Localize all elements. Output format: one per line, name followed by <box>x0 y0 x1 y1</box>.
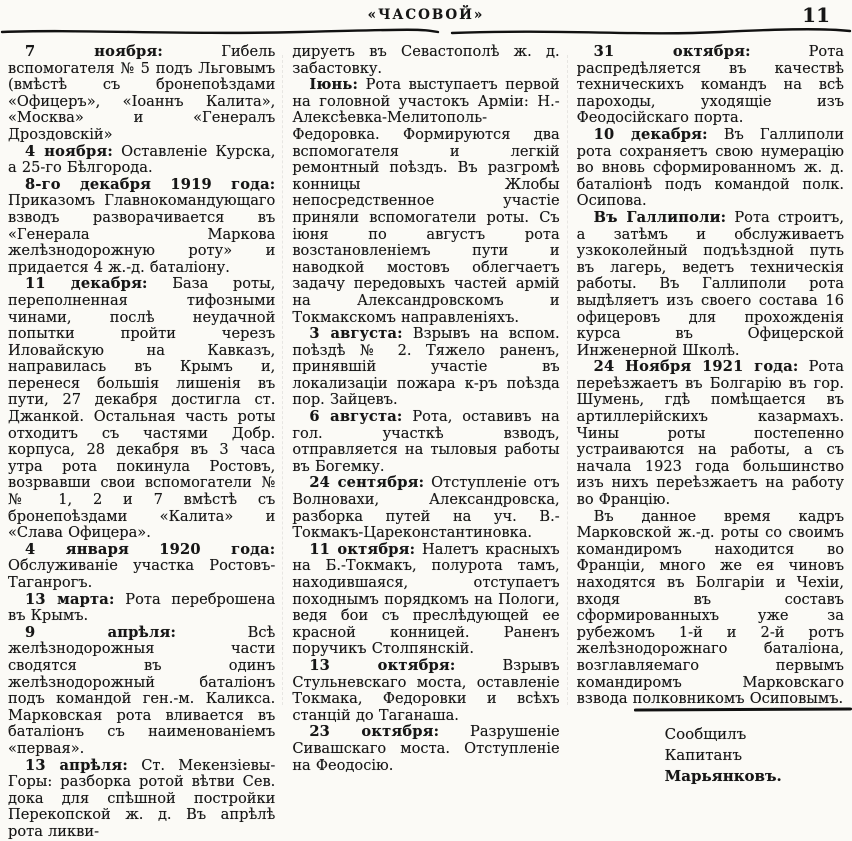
column-3 <box>576 43 844 785</box>
entry-paragraph: 11 декабря: База роты, переполненная тифозными чинами, послѣ неудачной попытки пройти черезъ Иловайскую на Кавказъ, направилась въ Крымъ и, перенеся большія лишенія въ пути, 27 декабря достигла ст. Джанкой. Остальная часть роты отходитъ съ частями Добр. корпуса, 28 декабря въ 3 часа утра рота покинула Ростовъ, возрвавши свои вспомогатели №№ 1, 2 и 7 вмѣстѣ съ бронепоѣздами «Калита» и «Слава Офицера». <box>8 275 276 542</box>
entry-date: 4 января 1920 года: <box>25 540 276 558</box>
signature-name: Марьянковъ. <box>664 766 782 785</box>
entry-paragraph: 23 октября: Разрушеніе Сивашскаго моста. Отступленіе на Феодосію. <box>292 723 560 774</box>
entry-paragraph: 13 апрѣля: Ст. Мекензіевы-Горы: разборка ротой вѣтви Сев. дока для спѣшной постройки Перекопской ж. д. Въ апрѣлѣ рота ликви- <box>8 756 276 840</box>
entry-paragraph: дируетъ въ Севастополѣ ж. д. забастовку. <box>292 43 560 77</box>
entry-paragraph: Въ данное время кадръ Марковской ж.-д. роты со своимъ командиромъ находится во Франціи, много же ея чиновъ находятся въ Болгаріи и Чехіи, входя въ составъ сформированныхъ уже за рубежомъ 1-й и 2-й ротъ желѣзнодорожнаго баталіона, возглавляемаго первымъ командиромъ Марковскаго взвода полковникомъ Осиповымъ. <box>576 507 844 708</box>
journal-title: «ЧАСОВОЙ» <box>367 7 485 23</box>
entry-date: 6 августа: <box>309 408 403 426</box>
entry-date: 3 августа: <box>309 325 403 343</box>
entry-paragraph: Іюнь: Рота выступаетъ первой на головной участокъ Арміи: Н.-Алексѣевка-Мелитополь-Федоровка. Формируются два вспомогателя и легкій ремонтный поѣздъ. Въ разгромѣ конницы Жлобы непосредственное участіе приняли вспомогатели роты. Съ іюня по августъ рота возстановленіемъ пути и наводкой мостовъ облегчаетъ задачу передовыхъ частей армій на Александровскомъ и Токмакскомъ направленіяхъ. <box>292 76 560 326</box>
entry-date: 13 марта: <box>25 590 115 608</box>
text-columns <box>8 43 844 840</box>
entry-paragraph: Въ Галлиполи: Рота строитъ, а затѣмъ и обслуживаетъ узкоколейный подъѣздной путь въ лагерь, ведетъ техническія работы. Въ Галлиполи рота выдѣляетъ изъ своего состава 16 офицеровъ для прохожденія курса въ Офицерской Инженерной Школѣ. <box>576 208 844 359</box>
page-number: 11 <box>802 3 830 27</box>
entry-date: 11 октября: <box>309 540 416 558</box>
header-rule <box>0 26 852 38</box>
entry-paragraph: 13 октября: Взрывъ Стульневскаго моста, оставленіе Токмака, Федоровки и всѣхъ станцій до Таганаша. <box>292 656 560 724</box>
entry-paragraph: 8-го декабря 1919 года: Приказомъ Главнокомандующаго взводъ разворачивается въ «Генерала Маркова желѣзнодорожную роту» и придается 4 ж.-д. баталіону. <box>8 175 276 276</box>
entry-paragraph: 24 Ноября 1921 года: Рота переѣзжаетъ въ Болгарію въ гор. Шумень, гдѣ помѣщается въ артиллерійскихъ казармахъ. Чины роты постепенно устраиваются на работы, а съ начала 1923 года большинство изъ нихъ переѣзжаетъ на работу во Францію. <box>576 358 844 509</box>
entry-paragraph: 31 октября: Рота распредѣляется въ качествѣ техническихъ командъ на всѣ пароходы, уходящіе изъ Феодосійскаго порта. <box>576 43 844 127</box>
entry-paragraph: 13 марта: Рота переброшена въ Крымъ. <box>8 590 276 625</box>
entry-paragraph: 4 ноября: Оставленіе Курска, а 25-го Бѣлгорода. <box>8 142 276 177</box>
entry-date: 9 апрѣля: <box>25 623 177 641</box>
entry-paragraph: 4 января 1920 года: Обслуживаніе участка Ростовъ-Таганрогъ. <box>8 540 276 591</box>
signature-block <box>577 724 844 787</box>
entry-date: Въ Галлиполи: <box>593 208 727 226</box>
entry-date: 31 октября: <box>593 43 751 60</box>
page-header <box>0 0 852 30</box>
entry-paragraph: 10 декабря: Въ Галлиполи рота сохраняетъ свою нумерацію во вновь сформированномъ ж. д. баталіонѣ подъ командой полк. Осипова. <box>576 125 844 210</box>
entry-paragraph: 24 сентября: Отступленіе отъ Волновахи, Александровска, разборка путей на уч. В.-Токмакъ-Цареконстантиновка. <box>292 474 560 542</box>
entry-date: 24 Ноября 1921 года: <box>593 358 799 376</box>
entry-date: 13 октября: <box>309 656 456 674</box>
entry-date: 13 апрѣля: <box>25 756 128 774</box>
entry-paragraph: 9 апрѣля: Всѣ желѣзнодорожныя части сводятся въ одинъ желѣзнодорожный баталіонъ подъ командой ген.-м. Каликса. Марковская рота вливается въ баталіонъ съ наименованіемъ «первая». <box>8 623 276 757</box>
entry-paragraph: 11 октября: Налетъ красныхъ на Б.-Токмакъ, полурота тамъ, находившаяся, отступаетъ походнымъ порядкомъ на Пологи, ведя бои съ преслѣдующей ее красной конницей. Раненъ поручикъ Столпянскій. <box>292 540 560 658</box>
entry-date: 23 октября: <box>309 723 440 741</box>
column-1 <box>8 43 276 840</box>
column-2 <box>292 43 560 774</box>
entry-date: 24 сентября: <box>309 474 425 492</box>
entry-date: 4 ноября: <box>25 142 113 160</box>
entry-paragraph: 7 ноября: Гибель вспомогателя № 5 подъ Льговымъ (вмѣстѣ съ бронепоѣздами «Офицеръ», «Іоаннъ Калита», «Москва» и «Генералъ Дроздовскій» <box>8 43 276 143</box>
signature-line2: Капитанъ Марьянковъ. <box>664 745 782 785</box>
entry-date: 11 декабря: <box>25 275 148 293</box>
entry-date: 8-го декабря 1919 года: <box>25 175 276 193</box>
entry-paragraph: 3 августа: Взрывъ на вспом. поѣздѣ № 2. Тяжело раненъ, принявшій участіе въ локализаціи пожара к-ръ поѣзда пор. Зайцевъ. <box>292 325 560 409</box>
entry-date: Іюнь: <box>309 76 359 94</box>
entry-paragraph: 6 августа: Рота, оставивъ на гол. участкѣ взводъ, отправляется на тыловыя работы въ Богемку. <box>292 408 560 475</box>
entry-date: 10 декабря: <box>593 125 708 143</box>
signature-line1: Сообщилъ <box>664 724 747 743</box>
entry-date: 7 ноября: <box>25 43 163 60</box>
